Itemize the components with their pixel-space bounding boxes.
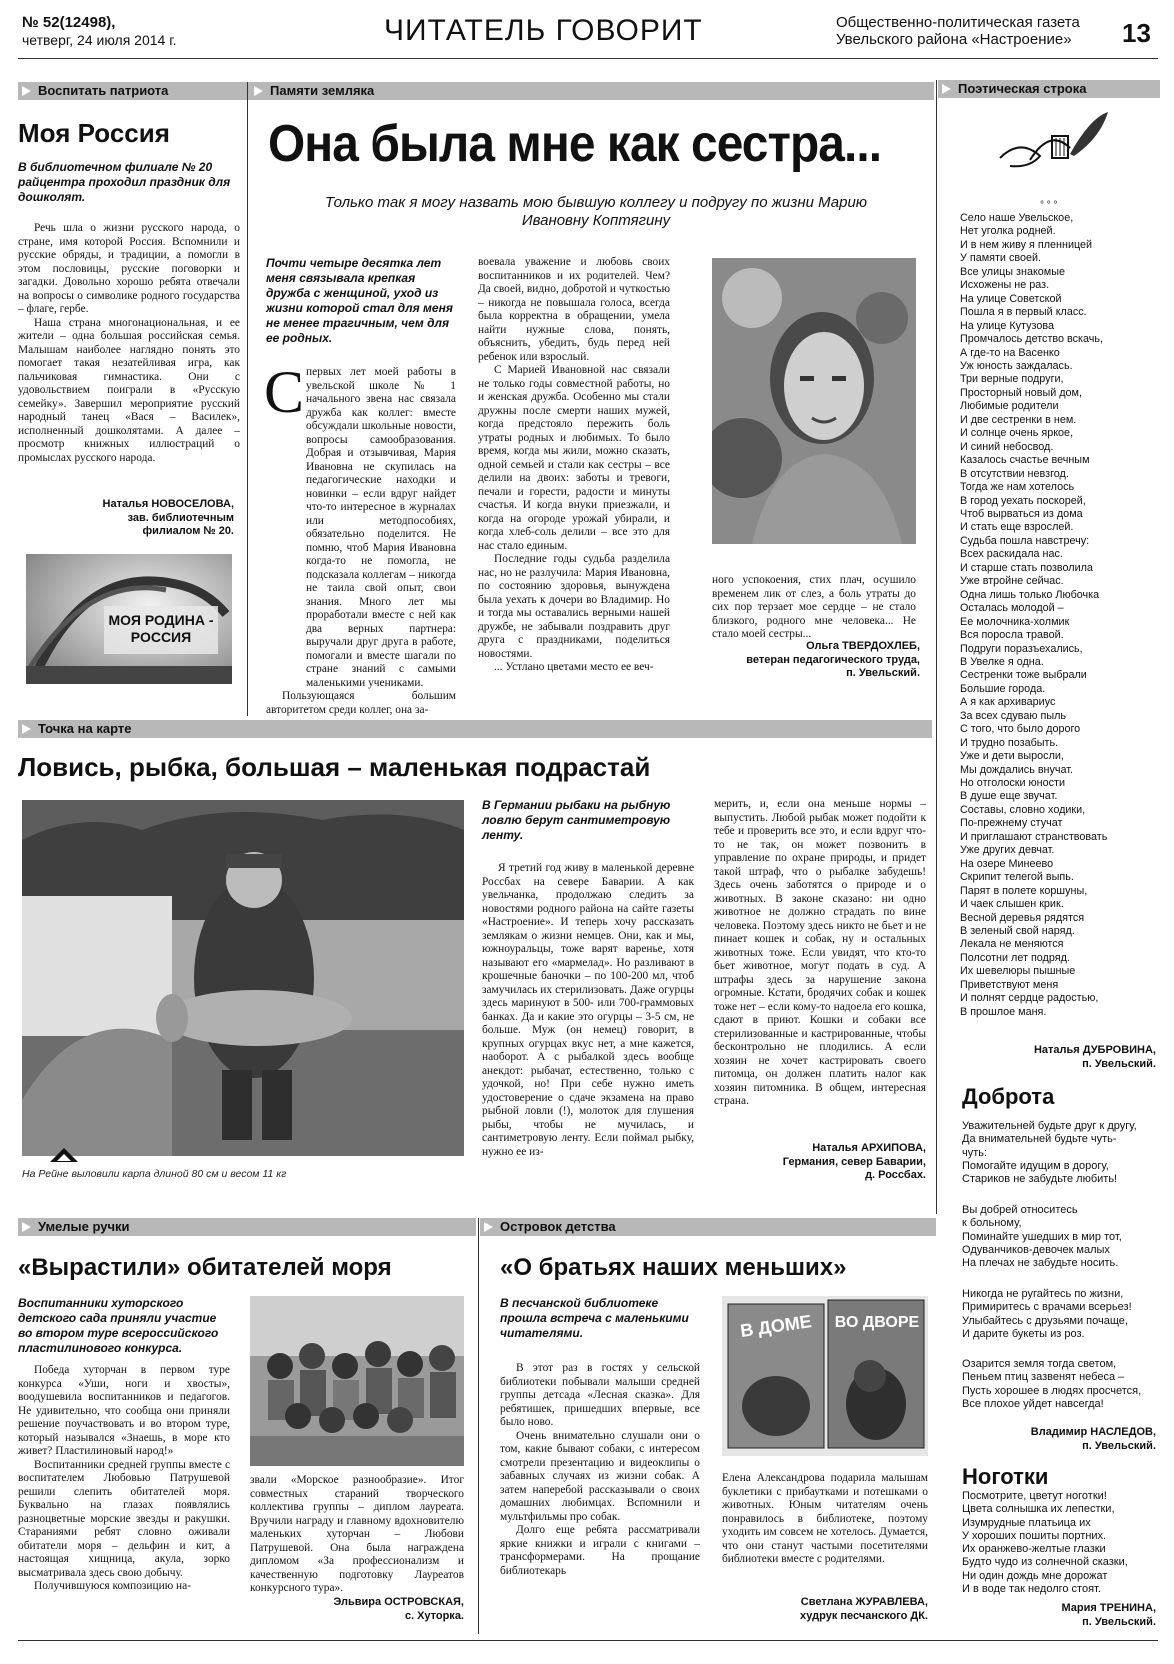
poem-stars: ° ° ° (1040, 200, 1058, 211)
paragraph: Последние годы судьба разделила нас, но не разлучила: Мария Ивановна, по состоянию здоровья, вынуждена была уехать к дочери во Владимир. Но и тогда мы оставались верными нашей дружбе, не забывали поздравить друг друга с праздниками, поделиться новостями. (478, 553, 670, 660)
author-place: п. Увельский. (1082, 1439, 1156, 1452)
column-divider-right (936, 80, 937, 1214)
crafts-title: «Вырастили» обитателей моря (18, 1254, 392, 1281)
fishing-col-1 (482, 862, 694, 1159)
memory-col-2 (478, 256, 670, 675)
childhood-lead: В песчанской библиотеке прошла встреча с маленькими читателями. (500, 1296, 689, 1340)
author-role: филиалом № 20. (142, 525, 234, 537)
childhood-col-1 (500, 1362, 700, 1578)
portrait-image (712, 258, 916, 544)
poem-2-stanza-2: Вы добрей относитесь к больному, Поминайте ушедших в мир тот, Одуванчиков-девочек малых На плечах не забудьте носить. (962, 1204, 1122, 1270)
paragraph: Воспитанники средней группы вместе с воспитателем Любовью Патрушевой решили слепить обитателей моря. Буквально на глазах появлялись разноцветные морские звезды и ракушки. Стараниями ребят словно оживали обитатели моря – дельфин и кит, а настоящая хищница, акула, зорко высматривала здесь свою добычу. (18, 1458, 230, 1579)
paragraph: Победа хуторчан в первом туре конкурса «Уши, ноги и хвосты», воодушевила воспитанников и педагогов. Не удивительно, что сообща они приняли решение поучаствовать и во втором туре, который назывался «Знаешь, в море кто живет? Пластилиновый народ!» (18, 1364, 230, 1457)
paragraph: Речь шла о жизни русского народа, о стране, имя которой Россия. Вспомнили и русские обряды, и традиции, а помогли в этом пословицы, русские поговорки и загадки. Довольно хорошо ребята отвечали на вопросы о символике родного государства – флаге, гербе. (18, 222, 240, 315)
column-divider-left (247, 82, 248, 716)
publisher-line-2: Увельского района «Настроение» (836, 31, 1072, 48)
crafts-col-1 (18, 1364, 230, 1594)
poem-2-stanza-1: Уважительней будьте друг к другу, Да внимательней будьте чуть- чуть: Помогайте идущим в дорогу, Стариков не забудьте любить! (962, 1120, 1137, 1186)
memory-lead: Почти четыре десятка лет меня связывала крепкая дружба с женщиной, уход из жизни которой стал для меня не менее трагичным, чем для ее родных. (266, 256, 453, 345)
author-role: Германия, север Баварии, (782, 1155, 926, 1168)
rubric-childhood: Островок детства (480, 1218, 936, 1236)
children-group-image (250, 1296, 464, 1466)
header-rule (18, 58, 1158, 59)
author-name: Владимир НАСЛЕДОВ, (1030, 1426, 1156, 1438)
illustration-caption: МОЯ РОДИНА - РОССИЯ (108, 612, 214, 645)
fishing-signature (706, 1142, 926, 1183)
memory-signature (700, 640, 920, 681)
patriot-lead: В библиотечном филиале № 20 райцентра проходил праздник для дошколят. (18, 160, 231, 204)
author-name: Мария ТРЕНИНА, (1061, 1602, 1156, 1614)
rubric-memory: Памяти земляка (250, 82, 934, 100)
patriot-illustration (26, 554, 232, 684)
poem-3: Посмотрите, цветут ноготки! Цвета солнышка их лепестки, Изумрудные платьица их У хороших пошиты портних. Их оранжево-желтые глазки Будто чудо из солнечной сказки, Ни один дождь мне дорожат И в воде так недолго стоят. (962, 1490, 1128, 1596)
fisherman-image (22, 800, 464, 1156)
poem-title-marigolds: Ноготки (962, 1464, 1049, 1489)
paragraph: Очень внимательно слушали они о том, какие бывают собаки, с интересом смотрели презентацию и видеоклипы о забавных случаях из жизни собак. А затем наперебой рассказывали о своих домашних любимцах. Вспомнили и мультфильмы про собак. (500, 1429, 700, 1523)
memory-col-3 (712, 574, 916, 642)
poetry-signature-3 (950, 1602, 1156, 1629)
column-divider-bottom (478, 1218, 479, 1634)
paragraph: Я третий год живу в маленькой деревне Россбах на севере Баварии. А как увельчанка, продолжаю следить за новостями родного района на сайте газеты «Настроение». И теперь хочу рассказать землякам о жизни немцев. Они, как и мы, южноуральцы, тоже варят варенье, хотя называют его «мармелад». Но разливают в крошечные баночки – по 100-200 мл, чтоб замучилась их стерилизовать. Даже огурцы здесь маринуют в 500- или 700-граммовых банках. Да и какие это огурцы – 3-5 см, не больше. Муж (он немец) говорит, в крупных огурцах вкус нет, а мне кажется, наоборот. А с рыбалкой здесь вообще анекдот: рыбачат, естественно, только с удочкой, но! При себе нужно иметь удостоверение о сдаче экзамена на право рыбной ловли (!), молоток для глушения рыбы, чтобы не мучилась, и сантиметровую ленту. Если поймал рыбку, нужно ее из- (482, 862, 694, 1158)
author-name: Эльвира ОСТРОВСКАЯ, (333, 1596, 464, 1608)
memory-subtitle: Только так я могу назвать мою бывшую коллегу и подругу по жизни Марию Ивановну Коптягину (324, 194, 868, 229)
childhood-signature (710, 1596, 928, 1623)
author-name: Ольга ТВЕРДОХЛЕБ, (806, 640, 920, 652)
publisher-line-1: Общественно-политическая газета (836, 14, 1080, 31)
paragraph: ... Устлано цветами место ее веч- (494, 661, 654, 673)
author-name: Наталья АРХИПОВА, (812, 1142, 926, 1154)
paragraph: С Марией Ивановной нас связали не только годы совместной работы, но и женская дружба. Особенно мы стали дружны после смерти наших мужей, когда предстояло пережить боль утраты родных и любимых. То было время, когда мы жили, можно сказать, одной семьей и стали как сестры – все делили на двоих: заботы и тревоги, печали и горести, радости и минуты счастья. И когда внуки приезжали, и когда на огороде урожай убирали, и когда хлеб-соль делили – все это для нас стало единым. (478, 364, 670, 552)
paragraph: звали «Морское разнообразие». Итог совместных стараний творческого коллектива группы – диплом лауреата. Вручили награду и главному вдохновителю маленьких хуторчан – Любови Патрушевой. Она была награждена дипломом «За профессионализм и качественную подготовку Лауреатов конкурсного тура». (250, 1474, 464, 1594)
memory-dropcap: С (264, 359, 305, 425)
patriot-signature (18, 498, 234, 539)
paragraph: Наша страна многонациональная, и ее жители – одна большая российская семья. Малышам наиболее наглядно понять это помогает такая незатейливая игра, как пальчиковая гимнастика. Они с удовольствием поиграли в «Русскую семейку». Завершил мероприятие русский народный танец «Вася – Василек», исполненный дошколятами. А далее – просмотр книжных иллюстраций о промыслах русского народа. (18, 316, 240, 464)
patriot-title: Моя Россия (18, 118, 170, 148)
author-role: д. Россбах. (865, 1169, 926, 1181)
poetry-signature-1 (950, 1044, 1156, 1071)
paragraph: Получившуюся композицию на- (34, 1580, 191, 1592)
paragraph: ного успокоения, стих плач, осушило временем лик от слез, а боль утраты до сих пор терзает мое сердце – не стало близкого, родного мне человека... Не стало моей сестры... (712, 574, 916, 640)
quill-lyre-icon (990, 108, 1110, 185)
fishing-title: Ловись, рыбка, большая – маленькая подрастай (18, 752, 651, 782)
book-title-2: ВО ДВОРЕ (834, 1314, 920, 1331)
paragraph: первых лет моей работы в увельской школе № 1 начального звена нас связала дружба как коллег: вместе обсуждали школьные новости, вопросы самообразования. Добрая и отзывчивая, Мария Ивановна не скупилась на педагогические находки и новинки – если вдруг найдет что-то интересное в журналах или методпособиях, обязательно поделится. Не помню, чтоб Мария Ивановна когда-то не помогла, не подсказала коллегам – никогда не таила свой опыт, свои знания. Много лет мы проработали вместе с ней как два верных партнера: выручали друг друга в работе, помогали и вместе шагали по стране знаний с самыми маленькими учениками. (306, 366, 456, 689)
book-title-1: В ДОМЕ (738, 1311, 813, 1341)
fishing-photo (22, 800, 464, 1156)
rubric-poetry: Поэтическая строка (938, 80, 1160, 98)
fishing-photo-caption: На Рейне выловили карпа длиной 80 см и весом 11 кг (22, 1168, 287, 1180)
poetry-signature-2 (950, 1426, 1156, 1453)
author-place: с. Хуторка. (404, 1609, 464, 1622)
footer-rule (18, 1640, 1158, 1641)
childhood-title: «О братьях наших меньших» (500, 1254, 847, 1281)
north-marker-inner-icon (57, 1154, 71, 1161)
crafts-lead: Воспитанники хуторского детского сада приняли участие во втором туре всероссийского пластилинового конкурса. (18, 1296, 219, 1355)
paragraph: Елена Александрова подарила малышам буклетики с прибаутками и потешками о животных. Юным читателям очень понравилось в библиотеке, поэтому уходить им совсем не хотелось. Думается, что они станут частыми посетителями библиотеки вместе с родителями. (722, 1472, 928, 1565)
rubric-patriot: Воспитать патриота (18, 82, 250, 100)
rubric-crafts: Умелые ручки (18, 1218, 476, 1236)
paragraph: В этот раз в гостях у сельской библиотеки побывали малыши средней группы детсада «Лесная сказка». Для ребятишек, пришедших впервые, все было ново. (500, 1362, 700, 1428)
childhood-books-photo (722, 1296, 928, 1456)
poem-2-stanza-4: Озарится земля тогда светом, Пеньем птиц зазвенят небеса – Пусть хорошее в людях просчется, Все плохое уйдет навсегда! (962, 1358, 1142, 1410)
paragraph: мерить, и, если она меньше нормы – выпустить. Любой рыбак может подойти к тебе и проверить все это, и если вдруг что-то не так, он может позвонить в управление по охране природы, и придет такой штраф, что о рыбалке забудешь! Здесь очень заботятся о природе и о животных. В законе сказано: ни одно животное не должно страдать по вине человека. Поэтому здесь никто не бьет и не пинает кошек и собак, ну и остальных животных тоже. Если увидят, что кто-то бьет животное, могут подать в суд. А штрафы здесь за нарушение закона огромные. Кстати, бродячих собак и кошек тоже нет – если кому-то надоела его кошка, сдают в приют. Кошки и собаки все стерилизованные и кастрированные, чтобы бесконтрольно не плодились. А если хозяин не хочет кастрировать своего питомца, он должен платить налог как хозяин питомника. В общем, интересная страна. (714, 798, 926, 1107)
page-number: 13 (1122, 18, 1151, 48)
poem-title-kindness: Доброта (962, 1084, 1055, 1109)
fishing-col-2 (714, 798, 926, 1109)
author-name: Наталья ДУБРОВИНА, (1033, 1044, 1156, 1056)
crafts-photo (250, 1296, 464, 1466)
author-place: п. Увельский. (1082, 1057, 1156, 1070)
issue-date: четверг, 24 июля 2014 г. (22, 32, 177, 48)
portrait-photo (712, 258, 916, 544)
section-title: ЧИТАТЕЛЬ ГОВОРИТ (384, 14, 703, 47)
author-name: Наталья НОВОСЕЛОВА, (102, 498, 234, 510)
poem-1: Село наше Увельское, Нет уголка родней. И в нем живу я пленницей У памяти своей. Все улицы знакомые Исхожены не раз. На улице Советской Пошла я в первый класс. На улице Кутузова Промчалось детство вскачь, А где-то на Васенко Уж юность заждалась. Три верные подруги, Просторный новый дом, Любимые родители И две сестренки в нем. И солнце очень яркое, И синий небосвод. Казалось счастье вечным В отсутствии невзгод. Тогда же нам хотелось В город уехать поскорей, Чтоб вырваться из дома И стать еще взрослей. Судьба пошла навстречу: Всех раскидала нас. И старше стать позволила Уже втройне сейчас. Одна лишь только Любочка Осталась молодой – Ее молочника-холмик Вся поросла травой. Подруги поразъехались, В Увелке я одна. Сестренки тоже выбрали Большие города. А я как архивариус За всех сдуваю пыль С того, что было дорого И трудно позабыть. Уже и дети выросли, Мы дождались внучат. Но отголоски юности В душе еще звучат. Составы, словно ходики, По-прежнему стучат И приглашают странствовать Уже других девчат. На озере Минеево Скрипит телегой выпь. Парят в полете коршуны, И чаек слышен крик. Весной деревья рядятся В зеленый свой наряд. Лекала не меняются Полсотни лет подряд. Их шевелюры пышные Приветствуют меня И полнят сердце радостью, В прошлое маня. (960, 212, 1108, 1018)
author-role: п. Увельский. (846, 667, 920, 679)
author-name: Светлана ЖУРАВЛЕВА, (800, 1596, 928, 1608)
author-role: зав. библиотечным (127, 511, 234, 524)
author-place: п. Увельский. (1082, 1615, 1156, 1628)
patriot-body (18, 222, 240, 465)
issue-number: № 52(12498), (22, 14, 116, 31)
paragraph: воевала уважение и любовь своих воспитанников и их родителей. Чем? Да своей, видно, добротой и чуткостью – никогда не повышала голоса, всегда была корректна в обращении, умела найти нужные слова, понять, объяснить, убедить, будь перед ней ребенок или взрослый. (478, 256, 670, 363)
crafts-col-2 (250, 1474, 464, 1596)
author-role: худрук песчанского ДК. (800, 1609, 928, 1622)
memory-title: Она была мне как сестра... (268, 115, 882, 173)
memory-col-1 (266, 366, 456, 717)
paragraph: Пользующаяся большим авторитетом среди коллег, она за- (266, 690, 456, 716)
rubric-fishing: Точка на карте (18, 720, 932, 738)
poem-2-stanza-3: Никогда не ругайтесь по жизни, Примиритесь с врачами всерьез! Улыбайтесь с друзьями почаще, И дарите букеты из роз. (962, 1288, 1132, 1340)
author-role: ветеран педагогического труда, (746, 653, 920, 666)
crafts-signature (246, 1596, 464, 1623)
fishing-lead: В Германии рыбаки на рыбную ловлю берут сантиметровую ленту. (482, 798, 671, 842)
childhood-col-2 (722, 1472, 928, 1567)
paragraph: Долго еще ребята рассматривали яркие книжки и играли с книгами – трансформерами. На прощание библиотекарь (500, 1524, 700, 1577)
